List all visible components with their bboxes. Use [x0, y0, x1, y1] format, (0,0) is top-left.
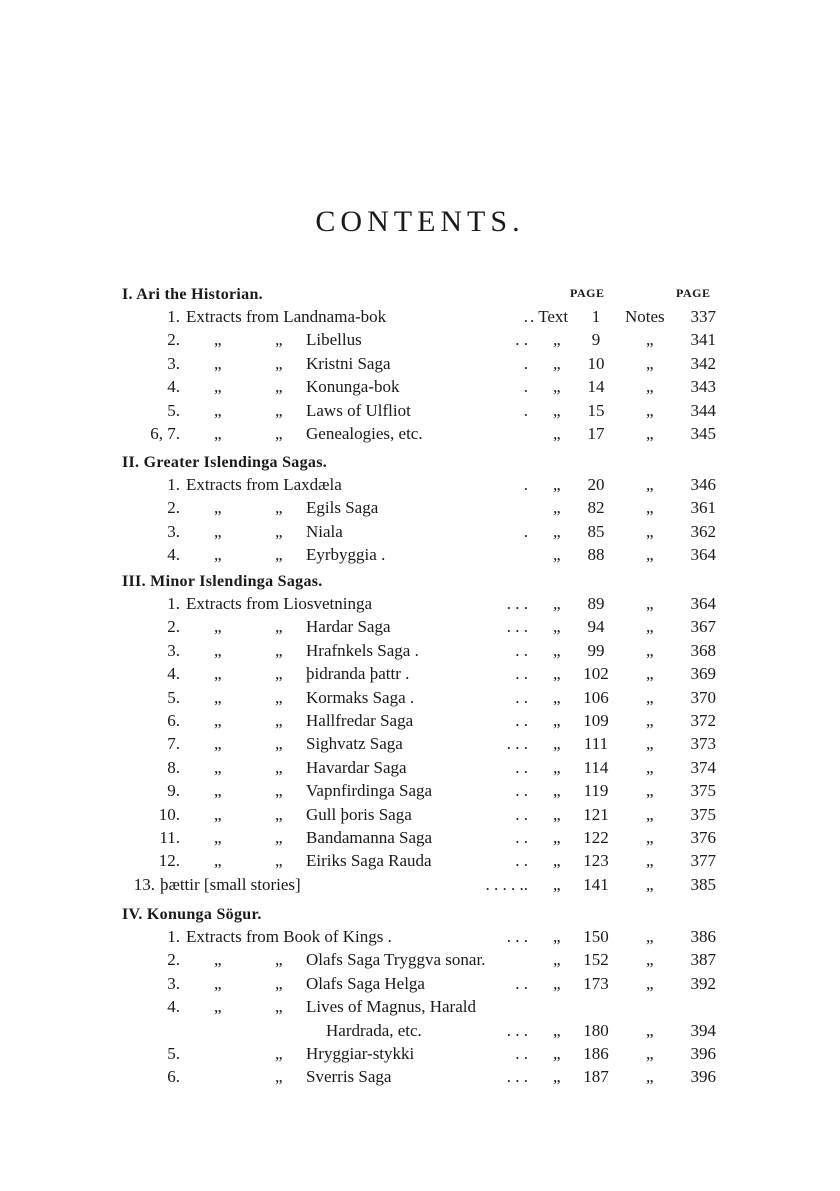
ditto-mark: „: [553, 973, 561, 993]
entry-number: 5.: [167, 400, 180, 420]
ditto-mark: „: [553, 475, 561, 494]
ditto-mark: „: [214, 617, 222, 637]
ditto-mark: „: [214, 828, 222, 847]
ditto-mark: „: [553, 804, 561, 824]
notes-page-number: 345: [690, 424, 716, 443]
text-page-number: 186: [583, 1044, 609, 1063]
entry-title: Havardar Saga: [306, 757, 407, 777]
entry-title: Olafs Saga Helga: [306, 973, 425, 993]
toc-entry: [0, 974, 840, 998]
entry-number: 2.: [167, 950, 180, 970]
entry-number: 3.: [167, 640, 180, 660]
leader-dots: .: [523, 353, 528, 373]
leader-dots: . .: [515, 664, 528, 684]
ditto-mark: „: [214, 687, 222, 707]
text-page-number: 109: [583, 711, 609, 730]
text-page-number: 119: [583, 781, 609, 801]
toc-entry: [0, 641, 840, 665]
text-page-number: 10: [587, 353, 605, 373]
entry-title: Extracts from Laxdæla: [186, 475, 342, 494]
section-heading: I. Ari the Historian.: [122, 286, 263, 303]
toc-entry: [0, 688, 840, 712]
notes-page-number: 367: [690, 617, 716, 637]
leader-dots: . .: [515, 640, 528, 660]
entry-title: Konunga-bok: [306, 377, 400, 397]
entry-number: 1.: [167, 307, 180, 326]
entry-title: Extracts from Liosvetninga: [186, 594, 373, 613]
ditto-mark: „: [646, 950, 654, 970]
ditto-mark: „: [275, 1067, 283, 1087]
ditto-mark: „: [646, 545, 654, 565]
toc-entry: [0, 377, 840, 401]
ditto-mark: „: [553, 498, 561, 518]
ditto-mark: „: [214, 973, 222, 993]
toc-entry: [0, 545, 840, 569]
toc-entry: [0, 711, 840, 735]
ditto-mark: „: [275, 640, 283, 660]
ditto-mark: „: [646, 851, 654, 871]
leader-dots: . . .: [506, 594, 528, 613]
ditto-mark: „: [646, 927, 654, 946]
entry-number: 6.: [167, 711, 180, 730]
entry-number: 4.: [167, 997, 180, 1017]
notes-page-number: 373: [690, 734, 716, 754]
ditto-mark: „: [275, 330, 283, 350]
ditto-mark: „: [553, 664, 561, 684]
entry-number: 8.: [167, 757, 180, 777]
entry-title: Hrafnkels Saga .: [306, 640, 419, 660]
ditto-mark: „: [214, 711, 222, 730]
entry-title: Kormaks Saga .: [306, 687, 415, 707]
entry-title: Egils Saga: [306, 498, 379, 518]
toc-entry: [0, 522, 840, 546]
entry-title: Hardrada, etc.: [326, 1020, 422, 1040]
ditto-mark: „: [646, 804, 654, 824]
notes-page-number: 372: [690, 711, 716, 730]
leader-dots: . .: [515, 851, 528, 871]
notes-page-number: 385: [690, 874, 716, 894]
text-page-number: 187: [583, 1067, 609, 1087]
ditto-mark: „: [214, 424, 222, 443]
text-label: . Text: [530, 307, 569, 326]
leader-dots: . .: [515, 828, 528, 847]
leader-dots: . .: [515, 330, 528, 350]
toc-entry: [0, 617, 840, 641]
ditto-mark: „: [214, 330, 222, 350]
ditto-mark: „: [275, 353, 283, 373]
text-page-number: 173: [583, 973, 609, 993]
ditto-mark: „: [553, 545, 561, 565]
ditto-mark: „: [553, 711, 561, 730]
text-page-number: 141: [583, 874, 609, 894]
notes-page-number: 386: [690, 927, 716, 946]
text-page-number: 106: [583, 687, 609, 707]
notes-page-number: 375: [690, 804, 716, 824]
entry-number: 6.: [167, 1067, 180, 1087]
entry-title: Laws of Ulfliot: [306, 400, 411, 420]
text-page-number: 150: [583, 927, 609, 946]
leader-dots: .: [523, 475, 528, 494]
ditto-mark: „: [275, 734, 283, 754]
notes-page-number: 342: [690, 353, 716, 373]
toc-entry: [0, 307, 840, 331]
ditto-mark: „: [275, 950, 283, 970]
ditto-mark: „: [553, 781, 561, 801]
entry-title: Extracts from Book of Kings .: [186, 927, 392, 946]
entry-number: 2.: [167, 617, 180, 637]
leader-dots: .: [523, 521, 528, 541]
ditto-mark: „: [214, 804, 222, 824]
notes-page-number: 341: [690, 330, 716, 350]
notes-page-number: 396: [690, 1067, 716, 1087]
ditto-mark: „: [214, 734, 222, 754]
leader-dots: . .: [515, 1044, 528, 1063]
entry-title: Lives of Magnus, Harald: [306, 997, 476, 1017]
entry-number: 7.: [167, 734, 180, 754]
entry-title: Niala: [306, 521, 343, 541]
page-column-label-text: PAGE: [570, 286, 605, 300]
entry-title: Extracts from Landnama-bok: [186, 307, 387, 326]
notes-page-number: 374: [690, 757, 716, 777]
notes-page-number: 343: [690, 377, 716, 397]
text-page-number: 9: [591, 330, 601, 350]
ditto-mark: „: [275, 973, 283, 993]
ditto-mark: „: [646, 687, 654, 707]
ditto-mark: „: [214, 521, 222, 541]
ditto-mark: „: [553, 424, 561, 443]
ditto-mark: „: [553, 353, 561, 373]
ditto-mark: „: [275, 851, 283, 871]
ditto-mark: „: [646, 521, 654, 541]
toc-entry: [0, 498, 840, 522]
leader-dots: . . . . ..: [485, 874, 528, 894]
text-page-number: 123: [583, 851, 609, 871]
ditto-mark: „: [646, 973, 654, 993]
notes-page-number: 394: [690, 1020, 716, 1040]
notes-page-number: 364: [690, 594, 716, 613]
page-title: CONTENTS.: [315, 205, 525, 238]
ditto-mark: „: [553, 874, 561, 894]
toc-entry: [0, 475, 840, 499]
notes-page-number: 368: [690, 640, 716, 660]
toc-entry: [0, 1021, 840, 1045]
text-page-number: 20: [587, 475, 605, 494]
ditto-mark: „: [646, 353, 654, 373]
entry-title: Sighvatz Saga: [306, 734, 403, 754]
toc-entry: [0, 828, 840, 852]
ditto-mark: „: [275, 997, 283, 1017]
ditto-mark: „: [275, 828, 283, 847]
entry-number: 1.: [167, 594, 180, 613]
text-page-number: 88: [587, 545, 605, 565]
ditto-mark: „: [214, 950, 222, 970]
notes-page-number: 362: [690, 521, 716, 541]
ditto-mark: „: [646, 874, 654, 894]
entry-number: 12.: [158, 851, 180, 871]
text-page-number: 82: [587, 498, 605, 518]
ditto-mark: „: [553, 330, 561, 350]
ditto-mark: „: [275, 521, 283, 541]
ditto-mark: „: [646, 617, 654, 637]
leader-dots: . . .: [506, 1020, 528, 1040]
leader-dots: .: [523, 400, 528, 420]
ditto-mark: „: [275, 804, 283, 824]
toc-entry: [0, 997, 840, 1021]
ditto-mark: „: [646, 1044, 654, 1063]
ditto-mark: „: [214, 353, 222, 373]
ditto-mark: „: [553, 828, 561, 847]
ditto-mark: „: [646, 475, 654, 494]
entry-title: Hryggiar-stykki: [306, 1044, 415, 1063]
ditto-mark: „: [275, 377, 283, 397]
ditto-mark: „: [553, 640, 561, 660]
entry-title: Eiriks Saga Rauda: [306, 851, 432, 871]
notes-page-number: 364: [690, 545, 716, 565]
section-heading: IV. Konunga Sögur.: [122, 906, 262, 923]
toc-entry: [0, 424, 840, 448]
toc-entry: [0, 1044, 840, 1068]
entry-number: 6, 7.: [150, 424, 180, 443]
ditto-mark: „: [646, 377, 654, 397]
ditto-mark: „: [275, 1044, 283, 1063]
ditto-mark: „: [214, 498, 222, 518]
ditto-mark: „: [275, 757, 283, 777]
entry-title: þættir [small stories]: [160, 874, 301, 894]
ditto-mark: „: [646, 711, 654, 730]
ditto-mark: „: [553, 1020, 561, 1040]
text-page-number: 15: [587, 400, 605, 420]
ditto-mark: „: [214, 640, 222, 660]
ditto-mark: „: [214, 997, 222, 1017]
ditto-mark: „: [275, 687, 283, 707]
notes-page-number: 337: [690, 307, 716, 326]
ditto-mark: „: [214, 545, 222, 565]
toc-entry: [0, 851, 840, 875]
toc-entry: [0, 401, 840, 425]
entry-title: þidranda þattr .: [306, 664, 410, 684]
ditto-mark: „: [646, 498, 654, 518]
entry-title: Genealogies, etc.: [306, 424, 423, 443]
entry-number: 3.: [167, 521, 180, 541]
entry-number: 5.: [167, 687, 180, 707]
ditto-mark: „: [214, 781, 222, 801]
ditto-mark: „: [646, 664, 654, 684]
entry-title: Hallfredar Saga: [306, 711, 414, 730]
section-heading: III. Minor Islendinga Sagas.: [122, 573, 323, 590]
entry-number: 2.: [167, 330, 180, 350]
toc-entry: [0, 664, 840, 688]
ditto-mark: „: [646, 828, 654, 847]
ditto-mark: „: [553, 1067, 561, 1087]
ditto-mark: „: [646, 1067, 654, 1087]
leader-dots: . .: [515, 781, 528, 801]
entry-number: 4.: [167, 545, 180, 565]
ditto-mark: „: [553, 1044, 561, 1063]
ditto-mark: „: [214, 757, 222, 777]
text-page-number: 114: [583, 757, 609, 777]
toc-entry: [0, 758, 840, 782]
ditto-mark: „: [646, 330, 654, 350]
ditto-mark: „: [214, 851, 222, 871]
ditto-mark: „: [553, 851, 561, 871]
ditto-mark: „: [646, 734, 654, 754]
text-page-number: 14: [587, 377, 605, 397]
ditto-mark: „: [553, 594, 561, 613]
ditto-mark: „: [646, 424, 654, 443]
entry-number: 11.: [159, 828, 180, 847]
text-page-number: 17: [587, 424, 605, 443]
ditto-mark: „: [553, 617, 561, 637]
toc-entry: [0, 927, 840, 951]
leader-dots: .: [523, 377, 528, 397]
toc-entry: [0, 330, 840, 354]
leader-dots: .: [523, 307, 528, 326]
entry-number: 5.: [167, 1044, 180, 1063]
ditto-mark: „: [646, 1020, 654, 1040]
leader-dots: . . .: [506, 734, 528, 754]
ditto-mark: „: [214, 400, 222, 420]
entry-number: 13.: [133, 874, 155, 894]
notes-page-number: 375: [690, 781, 716, 801]
entry-title: Hardar Saga: [306, 617, 391, 637]
notes-page-number: 376: [690, 828, 716, 847]
ditto-mark: „: [553, 927, 561, 946]
toc-entry: [0, 594, 840, 618]
toc-entry: [0, 950, 840, 974]
text-page-number: 1: [591, 307, 601, 326]
entry-number: 1.: [167, 475, 180, 494]
notes-page-number: 361: [690, 498, 716, 518]
ditto-mark: „: [214, 664, 222, 684]
ditto-mark: „: [553, 734, 561, 754]
ditto-mark: „: [646, 781, 654, 801]
text-page-number: 180: [583, 1020, 609, 1040]
leader-dots: . .: [515, 757, 528, 777]
ditto-mark: „: [214, 377, 222, 397]
entry-title: Sverris Saga: [306, 1067, 392, 1087]
entry-number: 3.: [167, 353, 180, 373]
text-page-number: 99: [587, 640, 605, 660]
ditto-mark: „: [553, 757, 561, 777]
text-page-number: 152: [583, 950, 609, 970]
notes-page-number: 387: [690, 950, 716, 970]
ditto-mark: „: [553, 377, 561, 397]
text-page-number: 111: [583, 734, 609, 754]
leader-dots: . .: [515, 804, 528, 824]
entry-number: 3.: [167, 973, 180, 993]
entry-number: 4.: [167, 664, 180, 684]
ditto-mark: „: [646, 640, 654, 660]
notes-page-number: 344: [690, 400, 716, 420]
leader-dots: . . .: [506, 1067, 528, 1087]
notes-label: Notes: [625, 307, 665, 326]
ditto-mark: „: [275, 617, 283, 637]
text-page-number: 102: [583, 664, 609, 684]
text-page-number: 122: [583, 828, 609, 847]
entry-title: Olafs Saga Tryggva sonar.: [306, 950, 486, 970]
toc-entry: [0, 354, 840, 378]
notes-page-number: 377: [690, 851, 716, 871]
ditto-mark: „: [275, 498, 283, 518]
text-page-number: 121: [583, 804, 609, 824]
entry-number: 10.: [158, 804, 180, 824]
entry-title: Kristni Saga: [306, 353, 391, 373]
entry-title: Libellus: [306, 330, 362, 350]
entry-title: Vapnfirdinga Saga: [306, 781, 433, 801]
leader-dots: . . .: [506, 617, 528, 637]
notes-page-number: 369: [690, 664, 716, 684]
toc-entry: [0, 805, 840, 829]
ditto-mark: „: [275, 781, 283, 801]
ditto-mark: „: [275, 424, 283, 443]
notes-page-number: 392: [690, 973, 716, 993]
ditto-mark: „: [646, 594, 654, 613]
notes-page-number: 370: [690, 687, 716, 707]
leader-dots: . . .: [506, 927, 528, 946]
text-page-number: 94: [587, 617, 605, 637]
text-page-number: 85: [587, 521, 605, 541]
entry-number: 4.: [167, 377, 180, 397]
ditto-mark: „: [275, 400, 283, 420]
leader-dots: . .: [515, 973, 528, 993]
entry-number: 9.: [167, 781, 180, 801]
entry-number: 1.: [167, 927, 180, 946]
ditto-mark: „: [646, 757, 654, 777]
entry-title: Gull þoris Saga: [306, 804, 412, 824]
entry-number: 2.: [167, 498, 180, 518]
leader-dots: . .: [515, 711, 528, 730]
ditto-mark: „: [275, 711, 283, 730]
leader-dots: . .: [515, 687, 528, 707]
text-page-number: 89: [587, 594, 605, 613]
toc-entry: [0, 1067, 840, 1091]
ditto-mark: „: [646, 400, 654, 420]
ditto-mark: „: [553, 950, 561, 970]
ditto-mark: „: [275, 545, 283, 565]
entry-title: Bandamanna Saga: [306, 828, 433, 847]
section-heading: II. Greater Islendinga Sagas.: [122, 454, 328, 471]
toc-entry: [0, 875, 840, 899]
toc-entry: [0, 734, 840, 758]
ditto-mark: „: [553, 400, 561, 420]
ditto-mark: „: [553, 521, 561, 541]
toc-entry: [0, 781, 840, 805]
ditto-mark: „: [553, 687, 561, 707]
notes-page-number: 346: [690, 475, 716, 494]
notes-page-number: 396: [690, 1044, 716, 1063]
ditto-mark: „: [275, 664, 283, 684]
entry-title: Eyrbyggia .: [306, 545, 386, 565]
page-column-label-notes: PAGE: [676, 286, 711, 300]
